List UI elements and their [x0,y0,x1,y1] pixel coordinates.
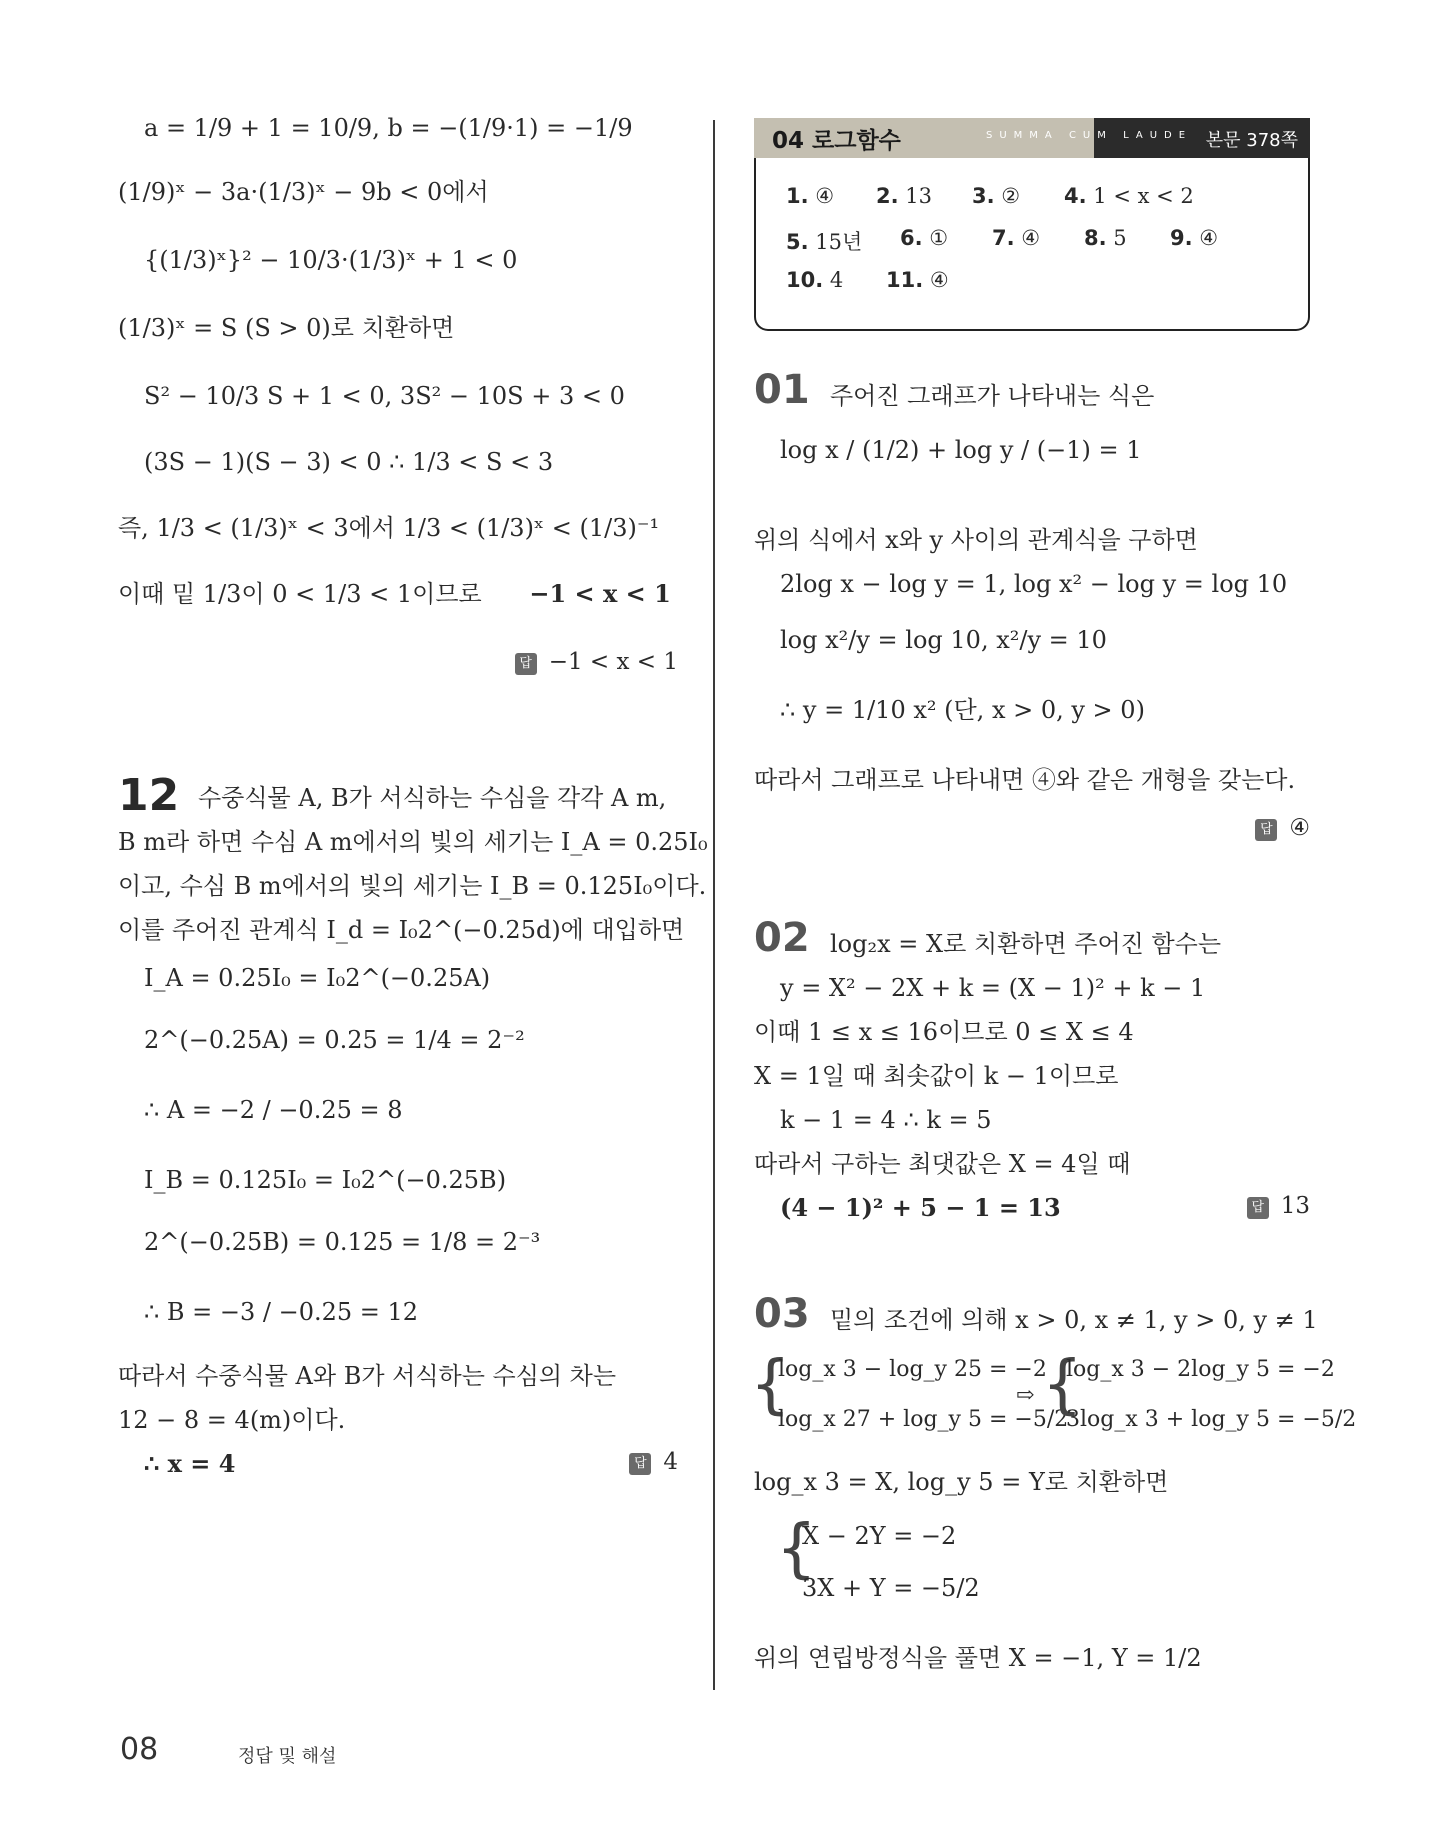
answer-item: 9. ④ [1170,226,1219,250]
p02-line: log₂x = X로 치환하면 주어진 함수는 [830,930,1222,958]
answer-mark-icon: 답 [515,653,537,675]
p03-line: 밑의 조건에 의해 x > 0, x ≠ 1, y > 0, y ≠ 1 [830,1306,1318,1334]
answer-mark-icon: 답 [629,1453,651,1475]
answer-item: 5. 15년 [786,230,863,254]
p02-line: 이때 1 ≤ x ≤ 16이므로 0 ≤ X ≤ 4 [754,1018,1134,1046]
p02-line: X = 1일 때 최솟값이 k − 1이므로 [754,1062,1119,1090]
answer-value: 13 [1280,1193,1310,1219]
p12-line: 2^(−0.25A) = 0.25 = 1/4 = 2⁻² [144,1026,525,1054]
p01-line: 따라서 그래프로 나타내면 ④와 같은 개형을 갖는다. [754,766,1296,794]
answer-item: 3. ② [972,184,1021,208]
problem-number: 02 [754,915,810,961]
p02-line: y = X² − 2X + k = (X − 1)² + k − 1 [780,974,1206,1002]
answer-item: 7. ④ [992,226,1041,250]
answer-item: 4. 1 < x < 2 [1064,184,1194,208]
p12-line: 수중식물 A, B가 서식하는 수심을 각각 A m, [198,784,667,812]
eq-line: (3S − 1)(S − 3) < 0 ∴ 1/3 < S < 3 [144,448,554,476]
answer-list [754,158,1310,331]
p01-line: ∴ y = 1/10 x² (단, x > 0, y > 0) [780,696,1145,724]
left-brace-icon: { [1042,1348,1083,1422]
p01-line: 2log x − log y = 1, log x² − log y = log 10 [780,570,1288,598]
answer-item: 10. 4 [786,268,844,292]
arrow-icon: ⇨ [1016,1383,1035,1408]
answer-value: ④ [1289,815,1310,841]
p12-line: 이고, 수심 B m에서의 빛의 세기는 I_B = 0.125I₀이다. [118,872,707,900]
p12-line: 12 − 8 = 4(m)이다. [118,1406,346,1434]
answer-box [754,118,1310,333]
answer-item: 6. ① [900,226,949,250]
p12-line: ∴ B = −3 / −0.25 = 12 [144,1298,419,1326]
answer-mark-icon: 답 [1247,1197,1269,1219]
answer-row [1247,1193,1310,1219]
eq-text: 이때 밑 1/3이 0 < 1/3 < 1이므로 [118,580,482,608]
p12-line: I_A = 0.25I₀ = I₀2^(−0.25A) [144,964,491,992]
answer-row [629,1449,678,1475]
problem-number: 03 [754,1291,810,1337]
p03-line: 위의 연립방정식을 풀면 X = −1, Y = 1/2 [754,1644,1202,1672]
p12-line: ∴ A = −2 / −0.25 = 8 [144,1096,403,1124]
p12-line: B m라 하면 수심 A m에서의 빛의 세기는 I_A = 0.25I₀ [118,828,708,856]
p12-line: 이를 주어진 관계식 I_d = I₀2^(−0.25d)에 대입하면 [118,916,685,944]
column-divider [713,120,715,1690]
answer-row [1255,815,1310,841]
brand-summa: SUMMA CUM [986,130,1113,141]
answer-item: 1. ④ [786,184,835,208]
answer-value: −1 < x < 1 [548,649,678,675]
p03-line: log_x 27 + log_y 5 = −5/2 [778,1407,1069,1432]
p03-line: X − 2Y = −2 [802,1522,957,1550]
p03-line: 3log_x 3 + log_y 5 = −5/2 [1066,1407,1357,1432]
p12-line: 2^(−0.25B) = 0.125 = 1/8 = 2⁻³ [144,1228,541,1256]
p01-line: log x / (1/2) + log y / (−1) = 1 [780,436,1142,464]
p01-line: 위의 식에서 x와 y 사이의 관계식을 구하면 [754,526,1198,554]
p12-line: 따라서 수중식물 A와 B가 서식하는 수심의 차는 [118,1362,617,1390]
p02-line: 따라서 구하는 최댓값은 X = 4일 때 [754,1150,1131,1178]
problem-number: 12 [118,770,180,821]
brand-laude: LAUDE [1123,130,1193,141]
p02-line: (4 − 1)² + 5 − 1 = 13 [780,1193,1061,1222]
eq-line: 즉, 1/3 < (1/3)ˣ < 3에서 1/3 < (1/3)ˣ < (1/3)⁻¹ [118,514,660,542]
eq-line [118,579,671,609]
problem-number: 01 [754,367,810,413]
p01-line: 주어진 그래프가 나타내는 식은 [830,382,1155,410]
eq-line: a = 1/9 + 1 = 10/9, b = −(1/9·1) = −1/9 [144,114,633,142]
p01-line: log x²/y = log 10, x²/y = 10 [780,626,1107,654]
chapter-title: 04 로그함수 [772,128,901,154]
answer-item: 2. 13 [876,184,933,208]
eq-line: (1/9)ˣ − 3a·(1/3)ˣ − 9b < 0에서 [118,178,489,206]
brand-text [986,130,1192,141]
footer-label: 정답 및 해설 [238,1746,337,1767]
answer-box-header [754,118,1310,158]
eq-line: S² − 10/3 S + 1 < 0, 3S² − 10S + 3 < 0 [144,382,625,410]
left-brace-icon: { [750,1348,791,1422]
p03-line: 3X + Y = −5/2 [802,1574,980,1602]
left-brace-icon: { [776,1512,817,1586]
answer-value: 4 [663,1449,678,1475]
result-text: −1 < x < 1 [529,579,671,608]
answer-item: 8. 5 [1084,226,1127,250]
p02-line: k − 1 = 4 ∴ k = 5 [780,1106,992,1134]
page-reference: 본문 378쪽 [1205,130,1298,151]
page-number: 08 [120,1732,159,1767]
p03-line: log_x 3 = X, log_y 5 = Y로 치환하면 [754,1468,1169,1496]
answer-item: 11. ④ [886,268,949,292]
p03-line: log_x 3 − log_y 25 = −2 [778,1357,1047,1382]
result-text: ∴ x = 4 [144,1449,236,1478]
answer-mark-icon: 답 [1255,819,1277,841]
p03-line: log_x 3 − 2log_y 5 = −2 [1066,1357,1335,1382]
p12-line: I_B = 0.125I₀ = I₀2^(−0.25B) [144,1166,507,1194]
eq-line: {(1/3)ˣ}² − 10/3·(1/3)ˣ + 1 < 0 [144,246,518,274]
eq-line: (1/3)ˣ = S (S > 0)로 치환하면 [118,314,455,342]
answer-row [515,649,678,675]
